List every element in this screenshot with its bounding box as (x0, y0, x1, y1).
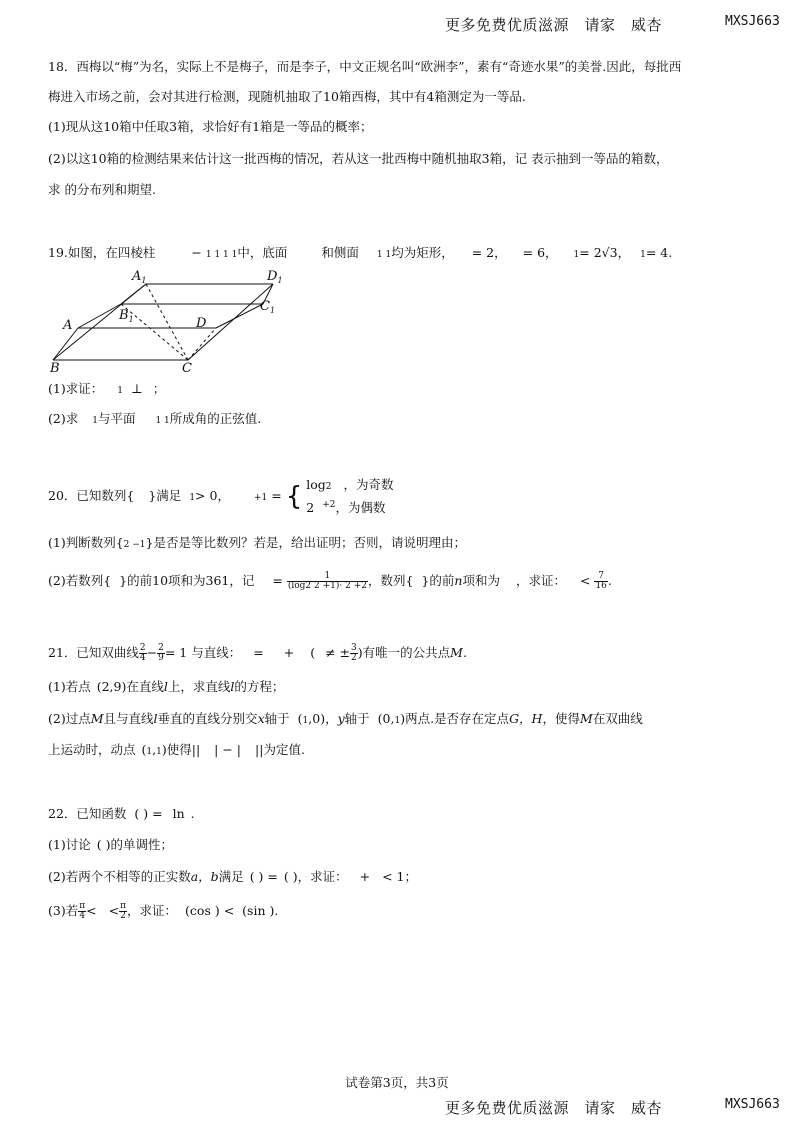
q21-part2-j: ,0)， (308, 711, 338, 726)
label-b: B (50, 361, 60, 374)
q20-part2-f: n (454, 573, 463, 588)
q21-part2 (48, 710, 643, 730)
prism-diagram (48, 264, 288, 374)
q21-part2-b: M (90, 711, 104, 726)
q19-part2-a: (2)求 (48, 411, 79, 426)
q21-part1-f: 的方程； (234, 679, 285, 694)
q19-stem-f: 1 1 (376, 250, 392, 260)
q21-f2d: 9 (158, 653, 164, 663)
q22-part3 (48, 898, 278, 924)
q21-part1-d: 上，求直线 (167, 679, 231, 694)
q22-part2 (48, 868, 417, 886)
q21-frac-3-2 (350, 644, 358, 663)
q21-part2-i: 1 (302, 716, 309, 726)
q19-part1-c: ⊥ (130, 381, 143, 396)
q20-case2-b: +2 (322, 500, 336, 510)
q21-part2-o: )两点.是否存在定点 (400, 711, 510, 726)
q20-part1-c: }是否是等比数列？若是，给出证明；否则，请说明理由； (145, 535, 466, 550)
q20-stem-c: 1 (189, 493, 196, 504)
q21-part3 (48, 741, 305, 761)
q19-part2-c: 与平面 (97, 411, 136, 426)
q22-f2d: 2 (120, 911, 126, 921)
q21-part2-g: 轴于 (264, 711, 290, 726)
q22-part3-e: (cos ) < (185, 903, 235, 918)
q20-stem-a: 20．已知数列{ (48, 488, 135, 504)
q20-frac-den: (log2 2 +1)· 2 +2 (287, 581, 367, 591)
q20-piecewise (286, 476, 394, 517)
q19-part1-a: (1)求证： (48, 381, 104, 396)
q21-part2-d: l (153, 711, 158, 726)
q22-part2-c: 满足 (218, 869, 244, 884)
q21-part1 (48, 678, 284, 696)
q21-part2-a: (2)过点 (48, 711, 91, 726)
q22-stem-b: ( ) = (134, 806, 163, 821)
q20-case1-c: ，为奇数 (343, 477, 394, 492)
q20-brace: { (285, 481, 303, 512)
q20-part2-j: . (607, 573, 612, 588)
label-d1: $D_1$ (267, 269, 283, 285)
q18-line1: 18．西梅以“梅”为名，实际上不是梅子，而是李子，中文正规名叫“欧洲李”，素有“奇迹水果”的美誉.因此，每批西 (48, 59, 682, 74)
q19-part2-d: 1 1 (155, 416, 170, 426)
page-number: 试卷第3页，共3页 (345, 1075, 449, 1090)
q22-stem (48, 805, 195, 823)
q22-f1n: π (79, 901, 86, 911)
q20-fraction-b (287, 572, 368, 591)
q20-case2-a: 2 (306, 500, 315, 516)
q20-stem-f: = (271, 488, 282, 504)
q19-cond1: = 2， (471, 245, 507, 260)
label-d: D (196, 316, 207, 331)
q19-stem-b: − (191, 245, 202, 260)
q20-stem-b: }满足 (148, 488, 182, 504)
q22-part2-d: ( ) = (249, 869, 278, 884)
q19-stem-g: 均为矩形， (391, 245, 454, 260)
q21-stem-c: = 1 与直线： (164, 645, 242, 660)
q20-stem-e: +1 (253, 493, 268, 504)
q20-stem-d: > 0， (195, 488, 230, 504)
q20-part2-e: }的前 (421, 573, 455, 588)
q20-case1-b: 2 (325, 482, 332, 492)
page-header (0, 14, 794, 36)
q20-fraction-7-16 (594, 572, 607, 591)
q20-part2-h: ，求证： (515, 573, 566, 588)
q20-part1 (48, 534, 466, 554)
q22-part2-f: + (359, 869, 371, 884)
footer-watermark: 更多免费优质滋源 请家 威杏 (445, 1099, 663, 1117)
q18-part2b: 求 的分布列和期望. (48, 182, 156, 197)
label-a: A (63, 318, 73, 333)
q21-part3-a: 上运动时，动点 (48, 742, 136, 757)
q18-line2: 梅进入市场之前，会对其进行检测，现随机抽取了10箱西梅，其中有4箱测定为一等品. (48, 89, 526, 104)
q19-stem-d: 中，底面 (237, 245, 288, 260)
q21-part3-f: )使得|| (161, 742, 201, 757)
edge-dc1 (216, 304, 263, 328)
q21-part2-s: 在双曲线 (592, 711, 643, 726)
q21-part3-h: ||为定值. (255, 742, 305, 757)
q21-part3-e: 1 (156, 747, 162, 757)
q19-part2 (48, 410, 261, 430)
diagonal-b1c (121, 304, 188, 360)
q22-f1d: 4 (79, 911, 86, 921)
q20-case1-a: log (306, 477, 326, 492)
q21-stem-g: ≠ ± (325, 645, 351, 660)
q21-stem-e: + (283, 645, 295, 660)
q22-part2-g: < 1； (382, 869, 418, 884)
q21-f1n: 2 (139, 643, 146, 653)
q20-part2-d: ，数列{ (367, 573, 414, 588)
q22-part2-e: ( )，求证： (283, 869, 348, 884)
q21-stem-i: M. (450, 645, 467, 660)
label-c: C (182, 361, 192, 374)
page-footer (0, 1097, 794, 1119)
q20-cases (306, 476, 393, 517)
q21-part2-c: 且与直线 (103, 711, 154, 726)
q22-part1-a: (1)讨论 (48, 837, 91, 852)
q21-stem (48, 640, 467, 666)
q22-part3-a: (3)若 (48, 903, 79, 918)
q22-part3-d: ，求证： (127, 903, 178, 918)
q18-part2a: (2)以这10箱的检测结果来估计这一批西梅的情况，若从这一批西梅中随机抽取3箱，记 表示抽到一等品的箱数， (48, 151, 669, 166)
diagonal-a1c (146, 284, 188, 360)
q19-cond3: = 2√3， (579, 245, 631, 260)
q21-stem-b: − (146, 645, 158, 660)
edge-cd (188, 328, 216, 360)
q21-part2-l: 轴于 (344, 711, 370, 726)
q20-frac2-num: 7 (594, 572, 607, 582)
q21-part2-n: 1 (394, 716, 401, 726)
q18-part1: (1)现从这10箱中任取3箱，求恰好有1箱是一等品的概率； (48, 119, 373, 134)
q19-part1-b: 1 (117, 386, 123, 396)
q22-part3-b: < (86, 903, 97, 918)
q20-part2-b: }的前10项和为361，记 (119, 573, 255, 588)
q22-part2-a: (2)若两个不相等的正实数 (48, 869, 191, 884)
q22-stem-a: 22．已知函数 (48, 806, 127, 821)
q22-part2-b: a，b (190, 869, 219, 884)
q19-part2-b: 1 (92, 416, 98, 426)
q21-part1-b: (2,9)在直线 (96, 679, 164, 694)
q21-part2-r: M (579, 711, 593, 726)
q21-part2-f: x (257, 711, 265, 726)
q21-part1-a: (1)若点 (48, 679, 91, 694)
q19-cond3-sub: 1 (573, 250, 580, 260)
q22-stem-c: ln (172, 806, 185, 821)
q19-stem-c: 1 1 1 1 (205, 250, 238, 260)
edge-ab1 (78, 304, 121, 328)
q19-part1-d: ； (152, 381, 166, 396)
q22-part1-b: ( )的单调性； (96, 837, 173, 852)
label-b1: $B_1$ (119, 308, 134, 324)
q20-frac2-den: 16 (595, 581, 607, 591)
label-c1: $C_1$ (260, 299, 276, 315)
q20-part1-a: (1)判断数列{ (48, 535, 124, 550)
q21-frac-y (157, 644, 165, 663)
q21-stem-a: 21．已知双曲线 (48, 645, 139, 660)
q21-part2-m: (0, (377, 711, 395, 726)
q20-part2-a: (2)若数列{ (48, 573, 112, 588)
q20-part1-b: 2 −1 (123, 540, 146, 550)
q20-part2-c: = (272, 573, 283, 588)
q21-part2-q: ，使得 (542, 711, 580, 726)
header-watermark: 更多免费优质滋源 请家 威杏 (445, 16, 663, 34)
header-code: MXSJ663 (725, 14, 780, 29)
q19-part1 (48, 380, 165, 400)
q21-part2-h: ( (297, 711, 303, 726)
q21-part3-d: , (152, 742, 157, 757)
q20-case2 (306, 496, 393, 517)
q22-part3-c: < (108, 903, 120, 918)
q20-stem (48, 476, 394, 516)
q21-part2-k: y (337, 711, 345, 726)
q21-part1-c: l (163, 679, 168, 694)
q20-case2-c: ，为偶数 (335, 500, 386, 516)
q21-frac-x (139, 644, 147, 663)
q20-part2-g: 项和为 (462, 573, 500, 588)
q21-part3-b: ( (141, 742, 147, 757)
q21-part2-p: G，H (509, 711, 543, 726)
q22-f2n: π (120, 901, 127, 911)
q20-case1 (306, 476, 393, 496)
q19-part2-e: 所成角的正弦值. (169, 411, 262, 426)
q19-cond2: = 6， (522, 245, 558, 260)
q19-cond4: = 4. (645, 245, 673, 260)
q21-stem-f: ( (310, 645, 316, 660)
q21-part1-e: l (230, 679, 235, 694)
q21-stem-h: )有唯一的公共点 (357, 645, 451, 660)
q19-cond4-sub: 1 (640, 250, 646, 260)
q21-part3-g: | − | (214, 742, 242, 757)
q22-frac-pi-4 (78, 902, 86, 921)
q22-part1 (48, 836, 173, 854)
q21-f3d: 2 (351, 653, 357, 663)
q20-part2 (48, 568, 612, 594)
q20-part2-i: < (579, 573, 591, 588)
q21-f3n: 3 (351, 643, 357, 653)
footer-code: MXSJ663 (725, 1097, 780, 1112)
q22-part3-f: (sin ). (242, 903, 279, 918)
q21-part3-c: 1 (146, 747, 153, 757)
q21-stem-d: = (253, 645, 264, 660)
q21-f1d: 4 (139, 653, 146, 663)
label-a1: $A_1$ (132, 269, 147, 285)
q19-stem (48, 244, 672, 264)
q21-f2n: 2 (158, 643, 164, 653)
q19-stem-a: 19.如图，在四棱柱 (48, 245, 156, 260)
q22-stem-d: . (190, 806, 195, 821)
q22-frac-pi-2 (119, 902, 127, 921)
q20-frac-num: 1 (287, 572, 368, 582)
q21-part2-e: 垂直的直线分别交 (157, 711, 258, 726)
q19-stem-e: 和侧面 (321, 245, 359, 260)
